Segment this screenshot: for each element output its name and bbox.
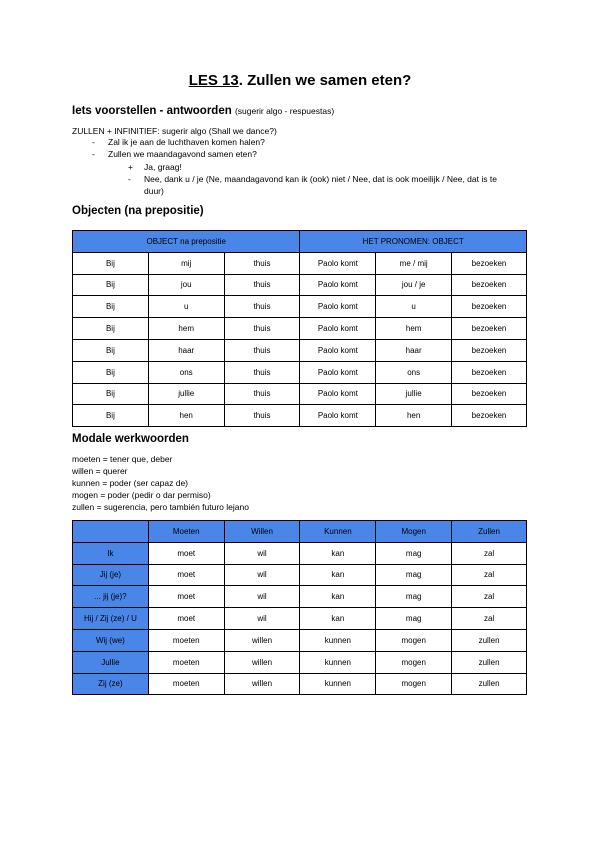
table-cell: me / mij <box>376 252 452 274</box>
plus-bullet: + <box>128 162 133 172</box>
page-title <box>0 72 600 89</box>
table-cell: bezoeken <box>452 361 527 383</box>
table-row <box>73 542 527 564</box>
heading-text: Iets voorstellen - antwoorden <box>72 105 232 117</box>
table-cell: moeten <box>148 673 224 695</box>
table-cell: ons <box>148 361 224 383</box>
table-cell: Bij <box>73 318 149 340</box>
table-cell: Bij <box>73 361 149 383</box>
column-header: Moeten <box>148 521 224 543</box>
row-header-pronoun: Hij / Zij (ze) / U <box>73 608 149 630</box>
table-header-row <box>73 521 527 543</box>
section-heading-objects: Objecten (na prepositie) <box>72 205 204 217</box>
table-cell: kan <box>300 542 376 564</box>
table-cell: wil <box>224 608 300 630</box>
table-row <box>73 564 527 586</box>
table-cell: willen <box>224 673 300 695</box>
table-cell: Paolo komt <box>300 405 376 427</box>
column-header: Willen <box>224 521 300 543</box>
example-sentence: Zal ik je aan de luchthaven komen halen? <box>108 137 265 147</box>
table-cell: Bij <box>73 405 149 427</box>
section-heading-modals: Modale werkwoorden <box>72 433 189 445</box>
table-cell: thuis <box>224 296 300 318</box>
table-row <box>73 361 527 383</box>
table-cell: mogen <box>376 673 452 695</box>
table-cell: hen <box>148 405 224 427</box>
table-cell: mij <box>148 252 224 274</box>
lesson-number: LES 13 <box>188 72 239 89</box>
table-row <box>73 405 527 427</box>
table-cell: hem <box>148 318 224 340</box>
table-cell: jou <box>148 274 224 296</box>
modal-verbs-table-body <box>73 542 527 695</box>
table-cell: hem <box>376 318 452 340</box>
table-row <box>73 252 527 274</box>
table-cell: mag <box>376 586 452 608</box>
table-cell: thuis <box>224 252 300 274</box>
table-cell: zal <box>452 586 527 608</box>
table-cell: thuis <box>224 405 300 427</box>
table-cell: willen <box>224 651 300 673</box>
table-cell: kan <box>300 564 376 586</box>
definition-line: moeten = tener que, deber <box>72 454 173 464</box>
table-cell: Paolo komt <box>300 361 376 383</box>
table-cell: thuis <box>224 339 300 361</box>
table-cell: Bij <box>73 339 149 361</box>
column-header: Kunnen <box>300 521 376 543</box>
table-cell: Paolo komt <box>300 252 376 274</box>
table-cell: Bij <box>73 252 149 274</box>
table-cell: Paolo komt <box>300 339 376 361</box>
zullen-rule: ZULLEN + INFINITIEF: sugerir algo (Shall we dance?) <box>72 126 277 136</box>
table-cell: moet <box>148 608 224 630</box>
table-row <box>73 339 527 361</box>
table-cell: moet <box>148 564 224 586</box>
answer-negative: Nee, dank u / je (Ne, maandagavond kan ik (ook) niet / Nee, dat is ook moeilijk / Nee, dat is te <box>144 174 497 184</box>
table-row <box>73 318 527 340</box>
table-row <box>73 673 527 695</box>
dash-bullet: - <box>128 174 131 184</box>
table-row <box>73 651 527 673</box>
table-row <box>73 629 527 651</box>
definition-line: mogen = poder (pedir o dar permiso) <box>72 490 211 500</box>
table-cell: ons <box>376 361 452 383</box>
table-cell: Paolo komt <box>300 274 376 296</box>
table-cell: thuis <box>224 383 300 405</box>
table-cell: kan <box>300 586 376 608</box>
table-cell: kan <box>300 608 376 630</box>
table-cell: Bij <box>73 274 149 296</box>
table-cell: bezoeken <box>452 252 527 274</box>
table-cell: u <box>376 296 452 318</box>
table-cell: zullen <box>452 651 527 673</box>
dash-bullet: - <box>92 137 95 147</box>
table-header-row <box>73 231 527 253</box>
header-object-pronoun: HET PRONOMEN: OBJECT <box>300 231 527 253</box>
modal-verbs-table <box>72 520 527 695</box>
table-cell: mogen <box>376 651 452 673</box>
table-cell: zal <box>452 542 527 564</box>
table-cell: wil <box>224 586 300 608</box>
table-cell: willen <box>224 629 300 651</box>
column-header <box>73 521 149 543</box>
table-cell: Paolo komt <box>300 318 376 340</box>
table-cell: u <box>148 296 224 318</box>
definition-line: willen = querer <box>72 466 128 476</box>
table-cell: zullen <box>452 673 527 695</box>
table-cell: bezoeken <box>452 274 527 296</box>
table-cell: mag <box>376 608 452 630</box>
table-cell: Bij <box>73 383 149 405</box>
table-row <box>73 608 527 630</box>
table-cell: kunnen <box>300 651 376 673</box>
section-heading-suggestions <box>72 105 334 117</box>
table-cell: jullie <box>148 383 224 405</box>
answer-negative-cont: duur) <box>144 186 164 196</box>
table-cell: bezoeken <box>452 339 527 361</box>
example-sentence: Zullen we maandagavond samen eten? <box>108 149 257 159</box>
table-cell: moeten <box>148 651 224 673</box>
table-cell: wil <box>224 564 300 586</box>
table-cell: zal <box>452 608 527 630</box>
table-row <box>73 296 527 318</box>
answer-positive: Ja, graag! <box>144 162 182 172</box>
table-cell: moeten <box>148 629 224 651</box>
table-cell: thuis <box>224 318 300 340</box>
column-header: Zullen <box>452 521 527 543</box>
table-row <box>73 586 527 608</box>
column-header: Mogen <box>376 521 452 543</box>
table-cell: mag <box>376 564 452 586</box>
table-cell: thuis <box>224 274 300 296</box>
table-cell: moet <box>148 542 224 564</box>
table-cell: thuis <box>224 361 300 383</box>
objects-table-body <box>73 252 527 426</box>
objects-table <box>72 230 527 427</box>
row-header-pronoun: Jullie <box>73 651 149 673</box>
table-row <box>73 274 527 296</box>
table-cell: Paolo komt <box>300 383 376 405</box>
row-header-pronoun: Jij (je) <box>73 564 149 586</box>
table-cell: bezoeken <box>452 405 527 427</box>
row-header-pronoun: Ik <box>73 542 149 564</box>
table-cell: kunnen <box>300 629 376 651</box>
table-cell: mag <box>376 542 452 564</box>
dash-bullet: - <box>92 149 95 159</box>
table-cell: bezoeken <box>452 383 527 405</box>
table-cell: haar <box>376 339 452 361</box>
table-cell: haar <box>148 339 224 361</box>
row-header-pronoun: Zij (ze) <box>73 673 149 695</box>
table-cell: bezoeken <box>452 296 527 318</box>
heading-note: (sugerir algo - respuestas) <box>234 106 335 116</box>
table-cell: mogen <box>376 629 452 651</box>
definition-line: kunnen = poder (ser capaz de) <box>72 478 189 488</box>
table-cell: wil <box>224 542 300 564</box>
table-row <box>73 383 527 405</box>
header-object-after-preposition: OBJECT na prepositie <box>73 231 300 253</box>
definition-line: zullen = sugerencia, pero también futuro lejano <box>72 502 249 512</box>
row-header-pronoun: Wij (we) <box>73 629 149 651</box>
lesson-title: . Zullen we samen eten? <box>238 72 412 89</box>
table-cell: bezoeken <box>452 318 527 340</box>
table-cell: moet <box>148 586 224 608</box>
table-cell: Bij <box>73 296 149 318</box>
table-cell: jou / je <box>376 274 452 296</box>
row-header-pronoun: ... jij (je)? <box>73 586 149 608</box>
table-cell: Paolo komt <box>300 296 376 318</box>
table-cell: kunnen <box>300 673 376 695</box>
table-cell: zullen <box>452 629 527 651</box>
table-cell: hen <box>376 405 452 427</box>
table-cell: zal <box>452 564 527 586</box>
table-cell: jullie <box>376 383 452 405</box>
